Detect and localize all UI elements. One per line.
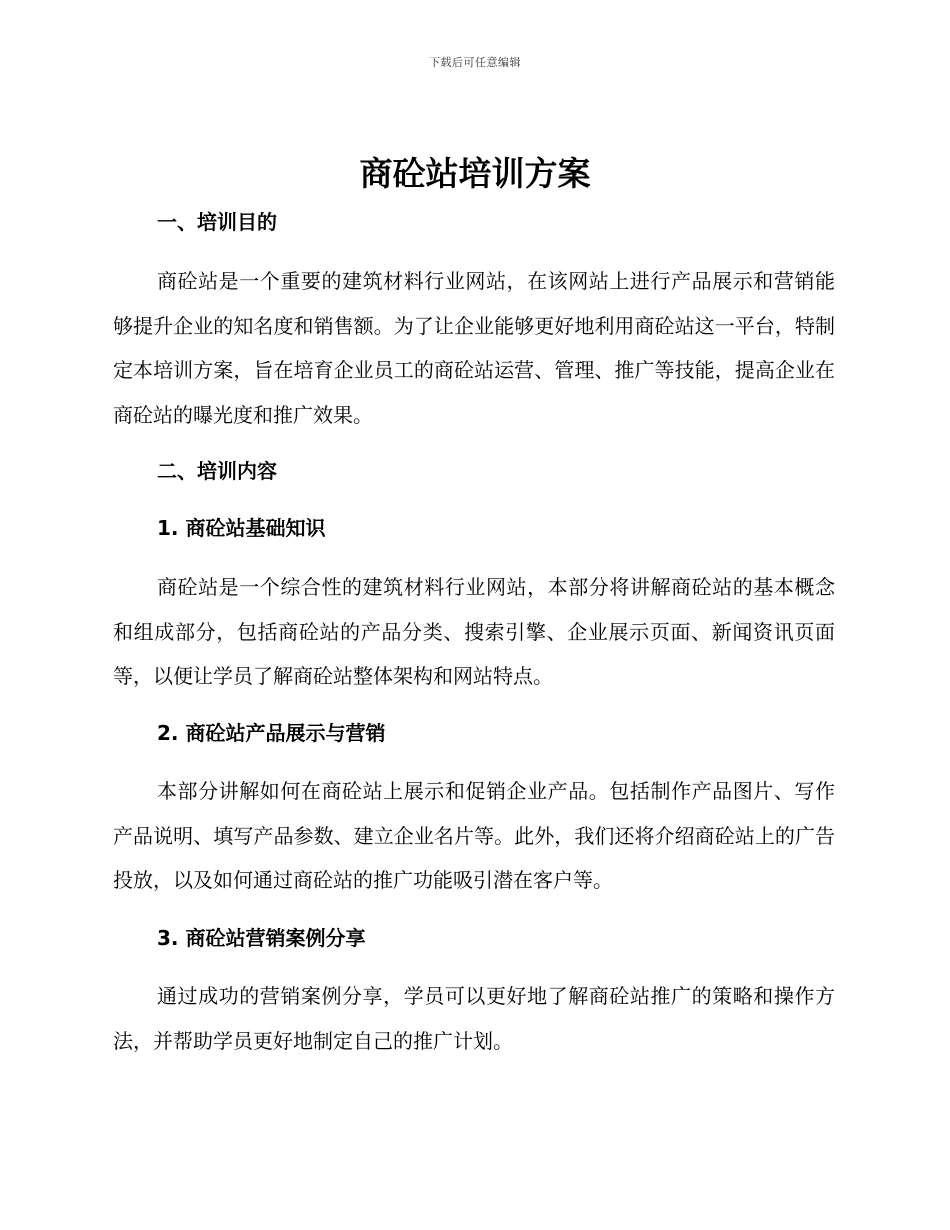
document-title: 商砼站培训方案: [359, 154, 591, 193]
section-heading-purpose: 一、培训目的: [157, 210, 277, 234]
subsection-heading-basics: 1. 商砼站基础知识: [157, 516, 326, 540]
section-heading-content: 二、培训内容: [157, 459, 277, 483]
paragraph-case-sharing: 通过成功的营销案例分享，学员可以更好地了解商砼站推广的策略和操作方法，并帮助学员更好地制定自己的推广计划。: [113, 984, 835, 1053]
paragraph-basics: 商砼站是一个综合性的建筑材料行业网站，本部分将讲解商砼站的基本概念和组成部分，包括商砼站的产品分类、搜索引擎、企业展示页面、新闻资讯页面等，以便让学员了解商砼站整体架构和网站特点。: [113, 575, 835, 688]
subsection-heading-display-marketing: 2. 商砼站产品展示与营销: [157, 721, 386, 745]
paragraph-display-marketing: 本部分讲解如何在商砼站上展示和促销企业产品。包括制作产品图片、写作产品说明、填写产品参数、建立企业名片等。此外，我们还将介绍商砼站上的广告投放，以及如何通过商砼站的推广功能吸引潜在客户等。: [113, 779, 835, 892]
subsection-heading-case-sharing: 3. 商砼站营销案例分享: [157, 926, 366, 950]
paragraph-purpose: 商砼站是一个重要的建筑材料行业网站，在该网站上进行产品展示和营销能够提升企业的知名度和销售额。为了让企业能够更好地利用商砼站这一平台，特制定本培训方案，旨在培育企业员工的商砼站运营、管理、推广等技能，提高企业在商砼站的曝光度和推广效果。: [113, 269, 835, 427]
header-note: 下载后可任意编辑: [429, 56, 521, 69]
